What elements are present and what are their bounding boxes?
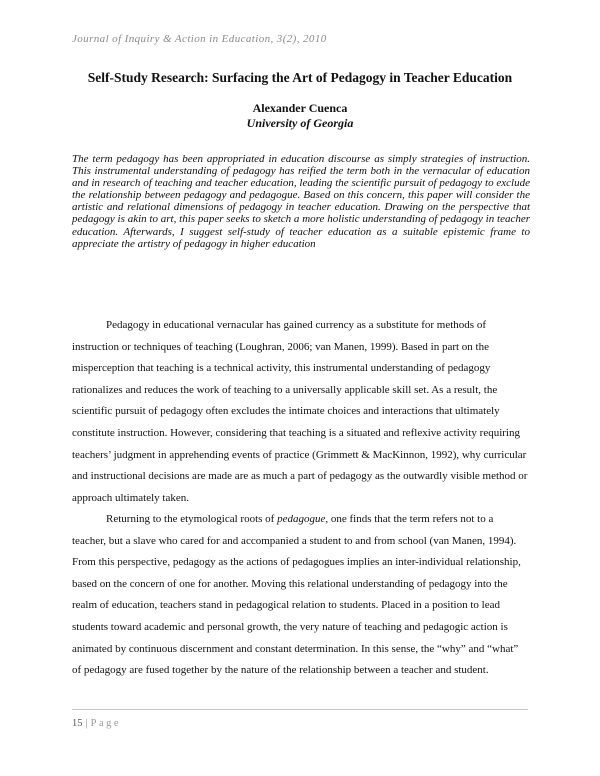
paragraph-2-rest: , one finds that the term refers not to a teacher, but a slave who cared for and accompanied a student to and from school (van Manen, 1994). From this perspective, pedagogy as the actions of pedagogues implies an inter-individual relationship, based on the concern of one for another. Moving this relational understanding of pedagogy into the realm of education, teachers stand in pedagogical relation to students. Placed in a position to lead students toward academic and personal growth, the very nature of teaching and pedagogic action is animated by continuous discernment and constant determination. In this sense, the “why” and “what” of pedagogy are fused together by the nature of the relationship between a teacher and student. <box>72 513 521 677</box>
body-paragraph-1: Pedagogy in educational vernacular has gained currency as a substitute for methods of instruction or techniques of teaching (Loughran, 2006; van Manen, 1999). Based in part on the misperception that teaching is a technical activity, this instrumental understanding of pedagogy rationalizes and reduces the work of teaching to a universally applicable skill set. As a result, the scientific pursuit of pedagogy often excludes the intimate choices and interactions that ultimately constitute instruction. However, considering that teaching is a situated and reflexive activity requiring teachers’ judgment in apprehending events of practice (Grimmett & MacKinnon, 1992), why curricular and instructional decisions are made are as much a part of pedagogy as the outwardly visible method or approach ultimately taken. <box>72 319 528 504</box>
body-paragraph-2 <box>72 509 530 682</box>
page-footer <box>72 718 121 729</box>
paragraph-2-lead: Returning to the etymological roots of <box>106 513 278 525</box>
footer-separator: | <box>85 718 88 729</box>
running-head: Journal of Inquiry & Action in Education, 3(2), 2010 <box>72 33 327 45</box>
abstract: The term pedagogy has been appropriated in education discourse as simply strategies of instruction. This instrumental understanding of pedagogy has reified the term both in the vernacular of education and in research of teaching and teacher education, leading the scientific pursuit of pedagogy to exclude the relationship between pedagogy and pedagogue. Based on this concern, this paper will consider the artistic and relational dimensions of pedagogy in teacher education. Drawing on the perspective that pedagogy is akin to art, this paper seeks to sketch a more holistic understanding of pedagogy in teacher education. Afterwards, I suggest self-study of teacher education as a suitable epistemic frame to appreciate the artistry of pedagogy in higher education <box>72 153 530 250</box>
article-title: Self-Study Research: Surfacing the Art of Pedagogy in Teacher Education <box>87 70 513 85</box>
page-label: Page <box>90 718 122 729</box>
author-affiliation: University of Georgia <box>246 116 354 130</box>
footer-divider <box>72 709 528 710</box>
author-name: Alexander Cuenca <box>252 101 348 115</box>
italic-term-pedagogue: pedagogue <box>277 513 326 525</box>
page-number: 15 <box>72 718 83 729</box>
